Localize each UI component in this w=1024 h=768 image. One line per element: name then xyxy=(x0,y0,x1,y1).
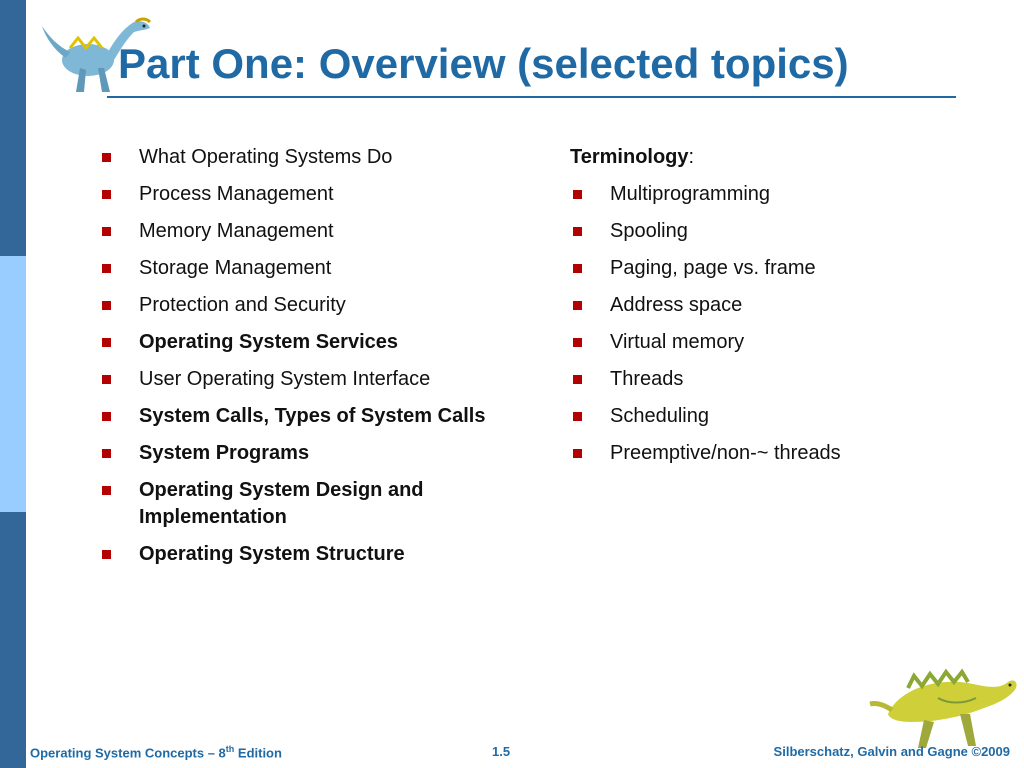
list-item-text: System Programs xyxy=(139,442,310,464)
terminology-heading xyxy=(570,144,694,171)
list-item-text: Threads xyxy=(610,368,684,390)
list-item-text: Storage Management xyxy=(139,257,332,279)
square-bullet-icon xyxy=(102,301,111,310)
list-item-text: Spooling xyxy=(610,220,688,242)
list-item xyxy=(571,255,971,282)
list-item xyxy=(100,541,500,568)
square-bullet-icon xyxy=(102,338,111,347)
footer-book-title xyxy=(30,744,282,760)
square-bullet-icon xyxy=(573,449,582,458)
list-item xyxy=(571,292,971,319)
square-bullet-icon xyxy=(102,449,111,458)
list-item-text: Operating System Design and Implementation xyxy=(139,479,424,528)
dinosaur-illustration-icon xyxy=(868,652,1020,752)
square-bullet-icon xyxy=(573,375,582,384)
terminology-list xyxy=(571,181,971,477)
list-item-text: Paging, page vs. frame xyxy=(610,257,816,279)
square-bullet-icon xyxy=(102,153,111,162)
list-item xyxy=(571,366,971,393)
square-bullet-icon xyxy=(573,264,582,273)
footer-book-suffix: Edition xyxy=(234,745,282,761)
list-item-text: System Calls, Types of System Calls xyxy=(139,405,486,427)
list-item-text: Address space xyxy=(610,294,743,316)
list-item-text: Operating System Structure xyxy=(139,543,405,565)
square-bullet-icon xyxy=(102,264,111,273)
list-item-text: Memory Management xyxy=(139,220,334,242)
list-item xyxy=(100,218,500,245)
list-item xyxy=(571,403,971,430)
side-bar-band xyxy=(0,256,26,512)
list-item xyxy=(100,255,500,282)
square-bullet-icon xyxy=(573,301,582,310)
footer-book-sup: th xyxy=(225,744,235,754)
slide-title: Part One: Overview (selected topics) xyxy=(118,40,849,87)
square-bullet-icon xyxy=(573,412,582,421)
list-item xyxy=(100,329,500,356)
list-item xyxy=(100,366,500,393)
list-item-text: What Operating Systems Do xyxy=(139,146,393,168)
list-item-text: User Operating System Interface xyxy=(139,368,431,390)
footer-book-prefix: Operating System Concepts – 8 xyxy=(30,745,226,761)
list-item-text: Virtual memory xyxy=(610,331,745,353)
square-bullet-icon xyxy=(102,550,111,559)
list-item-text: Preemptive/non-~ threads xyxy=(610,442,841,464)
list-item-text: Operating System Services xyxy=(139,331,399,353)
square-bullet-icon xyxy=(573,227,582,236)
page-number: 1.5 xyxy=(492,744,511,759)
list-item-text: Protection and Security xyxy=(139,294,346,316)
list-item xyxy=(100,292,500,319)
square-bullet-icon xyxy=(102,227,111,236)
topics-list xyxy=(100,144,500,578)
square-bullet-icon xyxy=(573,338,582,347)
square-bullet-icon xyxy=(573,190,582,199)
list-item xyxy=(100,144,500,171)
list-item xyxy=(571,329,971,356)
list-item-text: Multiprogramming xyxy=(610,183,771,205)
title-underline xyxy=(107,96,956,98)
list-item-text: Scheduling xyxy=(610,405,709,427)
list-item xyxy=(100,477,500,531)
terminology-heading-suffix: : xyxy=(688,146,695,168)
square-bullet-icon xyxy=(102,486,111,495)
list-item xyxy=(571,440,971,467)
list-item xyxy=(571,218,971,245)
square-bullet-icon xyxy=(102,190,111,199)
square-bullet-icon xyxy=(102,412,111,421)
list-item xyxy=(100,440,500,467)
terminology-heading-label: Terminology xyxy=(570,146,689,168)
list-item xyxy=(100,181,500,208)
copyright: Silberschatz, Galvin and Gagne ©2009 xyxy=(773,744,1010,759)
list-item xyxy=(571,181,971,208)
list-item-text: Process Management xyxy=(139,183,334,205)
square-bullet-icon xyxy=(102,375,111,384)
list-item xyxy=(100,403,500,430)
